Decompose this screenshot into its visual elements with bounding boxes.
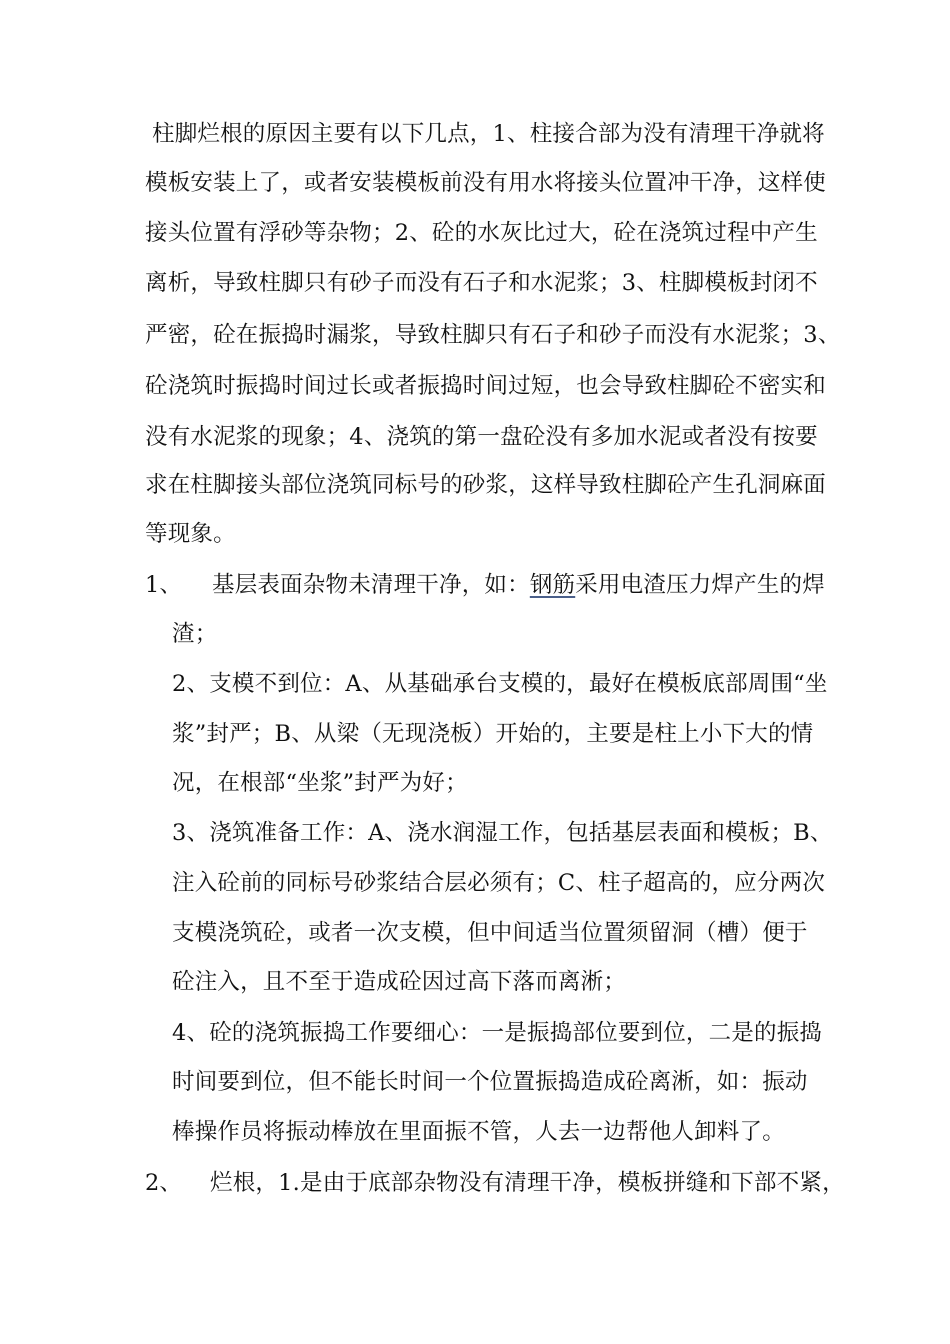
- paragraph1-line: 柱脚烂根的原因主要有以下几点，1、柱接合部为没有清理干净就将: [152, 121, 825, 147]
- paragraph1-line: 求在柱脚接头部位浇筑同标号的砂浆，这样导致柱脚砼产生孔洞麻面: [145, 472, 827, 498]
- sub2-line: 浆”封严；B、从梁（无现浇板）开始的，主要是柱上小下大的情: [172, 721, 814, 747]
- item2-line: 烂根，1.是由于底部杂物没有清理干净，模板拼缝和下部不紧，: [210, 1170, 845, 1196]
- sub3-line: 3、浇筑准备工作：A、浇水润湿工作，包括基层表面和模板；B、: [172, 820, 833, 846]
- sub4-line: 时间要到位，但不能长时间一个位置振捣造成砼离淅，如：振动: [172, 1069, 808, 1095]
- sub3-line: 砼注入，且不至于造成砼因过高下落而离淅；: [172, 969, 627, 995]
- sub3-line: 注入砼前的同标号砂浆结合层必须有；C、柱子超高的，应分两次: [172, 870, 826, 896]
- sub4-line: 4、砼的浇筑振捣工作要细心：一是振捣部位要到位，二是的振捣: [172, 1020, 823, 1046]
- list-number: 2、: [145, 1170, 182, 1196]
- paragraph1-line: 严密，砼在振捣时漏浆，导致柱脚只有石子和砂子而没有水泥浆；3、: [145, 322, 841, 348]
- item1-text: 采用电渣压力焊产生的焊: [575, 572, 825, 598]
- paragraph1-line: 模板安装上了，或者安装模板前没有用水将接头位置冲干净，这样使: [145, 170, 827, 196]
- paragraph1-line: 接头位置有浮砂等杂物；2、砼的水灰比过大，砼在浇筑过程中产生: [145, 220, 818, 246]
- list-number: 1、: [145, 572, 182, 598]
- sub2-line: 况，在根部“坐浆”封严为好；: [172, 770, 468, 796]
- item1-underlined-text: 钢筋: [529, 572, 576, 598]
- paragraph1-line: 离析，导致柱脚只有砂子而没有石子和水泥浆；3、柱脚模板封闭不: [145, 270, 818, 296]
- sub4-line: 棒操作员将振动棒放在里面振不管，人去一边帮他人卸料了。: [172, 1119, 785, 1145]
- sub3-line: 支模浇筑砼，或者一次支模，但中间适当位置须留洞（槽）便于: [172, 920, 808, 946]
- paragraph1-line: 砼浇筑时振捣时间过长或者振捣时间过短，也会导致柱脚砼不密实和: [145, 373, 827, 399]
- item1-line: [212, 570, 825, 600]
- sub2-line: 2、支模不到位：A、从基础承台支模的，最好在模板底部周围“坐: [172, 671, 828, 697]
- item1-text: 基层表面杂物未清理干净，如：: [212, 572, 530, 598]
- paragraph1-line: 没有水泥浆的现象；4、浇筑的第一盘砼没有多加水泥或者没有按要: [145, 424, 818, 450]
- item1-line: 渣；: [172, 621, 218, 647]
- paragraph1-line: 等现象。: [145, 521, 236, 547]
